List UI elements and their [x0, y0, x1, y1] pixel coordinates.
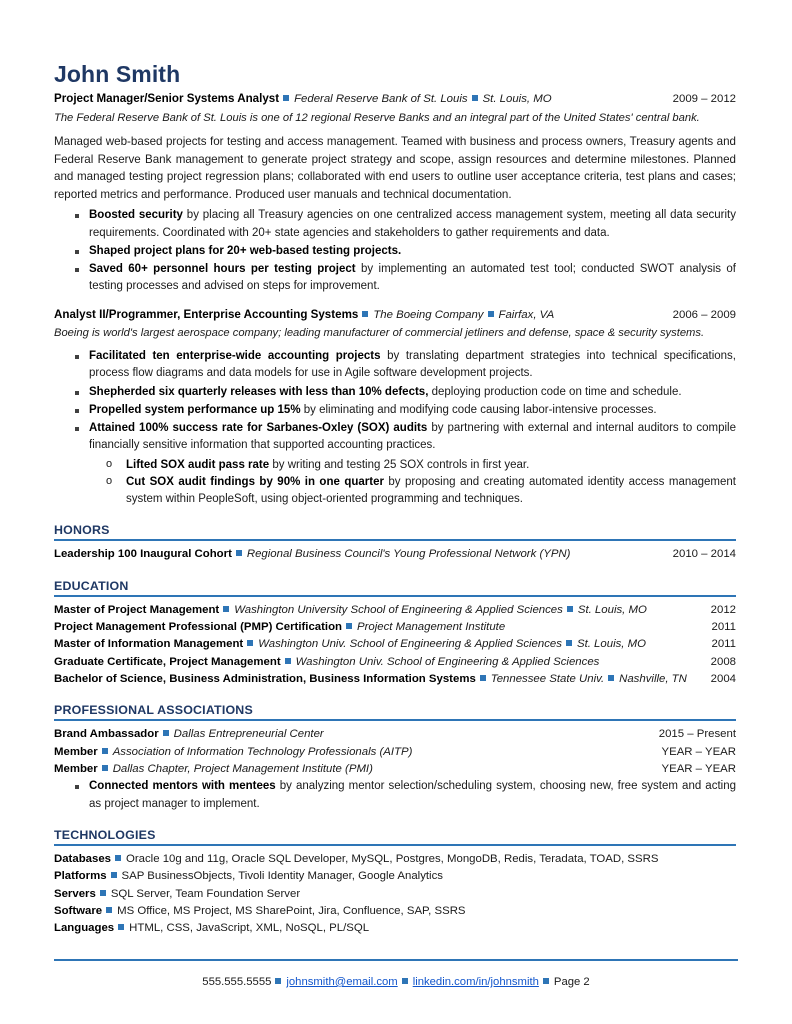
- sub-achievement-list: [54, 457, 736, 509]
- square-separator-icon: [106, 907, 112, 913]
- bullet-bold-lead: Facilitated ten enterprise-wide accounting projects: [89, 350, 381, 363]
- education-entry: [54, 602, 736, 619]
- technology-entry: [54, 920, 736, 937]
- list-item: [54, 384, 736, 401]
- association-entry: [54, 761, 736, 778]
- education-section: [54, 579, 736, 689]
- technology-label: Databases: [54, 852, 111, 865]
- school-location: St. Louis, MO: [576, 638, 646, 651]
- square-separator-icon: [111, 872, 117, 878]
- school-name: Washington University School of Engineering & Applied Sciences: [234, 603, 563, 616]
- association-dates: YEAR – YEAR: [661, 745, 736, 758]
- bullet-bold-lead: Shaped project plans for 20+ web-based testing projects.: [89, 244, 402, 257]
- technology-value: SAP BusinessObjects, Tivoli Identity Manager, Google Analytics: [121, 870, 443, 883]
- degree-name: Master of Information Management: [54, 638, 244, 651]
- square-separator-icon: [566, 640, 572, 646]
- technology-entry: [54, 886, 736, 903]
- square-separator-icon: [480, 675, 486, 681]
- job-title: Analyst II/Programmer, Enterprise Accounting Systems: [54, 307, 359, 321]
- school-location: St. Louis, MO: [577, 603, 647, 616]
- bullet-text: deploying production code on time and schedule.: [428, 385, 682, 398]
- school-name: Tennessee State Univ.: [490, 673, 605, 686]
- square-separator-icon: [118, 924, 124, 930]
- square-separator-icon: [223, 606, 229, 612]
- page-title: John Smith: [54, 61, 181, 87]
- bullet-bold-lead: Propelled system performance up 15%: [89, 403, 301, 416]
- square-separator-icon: [100, 890, 106, 896]
- list-item: [54, 474, 736, 509]
- association-org: Dallas Entrepreneurial Center: [173, 728, 324, 741]
- degree-name: Bachelor of Science, Business Administration, Business Information Systems: [54, 673, 476, 686]
- technology-value: HTML, CSS, JavaScript, XML, NoSQL, PL/SQL: [129, 922, 370, 935]
- honor-name: Leadership 100 Inaugural Cohort: [54, 548, 232, 561]
- bullet-text: by partnering with external and internal auditors to compile financially sensitive information that supported accounting practices.: [89, 422, 736, 452]
- square-separator-icon: [115, 855, 121, 861]
- bullet-text: by translating department strategies into technical specifications, process flow diagrams and data models for use in Agile software development projects.: [89, 350, 736, 380]
- education-entry: [54, 671, 736, 688]
- education-entry: [54, 654, 736, 671]
- degree-year: 2008: [710, 655, 736, 668]
- company-blurb: Boeing is world's largest aerospace company; leading manufacturer of commercial jetliners and defense, space & security systems.: [54, 327, 705, 340]
- section-divider: [54, 719, 736, 721]
- degree-year: 2012: [710, 603, 736, 616]
- square-separator-icon: [275, 978, 281, 984]
- association-dates: 2015 – Present: [658, 728, 736, 741]
- job-location: St. Louis, MO: [482, 93, 552, 106]
- footer-page-number: Page 2: [553, 976, 590, 988]
- technology-entry: [54, 903, 736, 920]
- degree-year: 2011: [711, 638, 736, 651]
- footer-divider: [54, 959, 738, 961]
- section-divider: [54, 595, 736, 597]
- education-entry: [54, 619, 736, 636]
- section-divider: [54, 844, 736, 846]
- list-item: [54, 261, 736, 296]
- technology-label: Software: [54, 904, 103, 917]
- square-separator-icon: [567, 606, 573, 612]
- square-separator-icon: [102, 765, 108, 771]
- bullet-text: by implementing an automated test tool; conducted SWOT analysis of testing processes and advised on steps for improvement.: [89, 263, 736, 293]
- job-location: Fairfax, VA: [498, 308, 555, 321]
- footer-email-link[interactable]: johnsmith@email.com: [286, 976, 398, 988]
- degree-year: 2011: [711, 621, 736, 634]
- bullet-bold-lead: Attained 100% success rate for Sarbanes-Oxley (SOX) audits: [89, 422, 428, 435]
- square-separator-icon: [346, 623, 352, 629]
- company-name: Federal Reserve Bank of St. Louis: [294, 93, 468, 106]
- section-divider: [54, 539, 736, 541]
- achievement-list: [54, 207, 736, 295]
- bullet-bold-lead: Shepherded six quarterly releases with less than 10% defects,: [89, 385, 429, 398]
- degree-name: Project Management Professional (PMP) Certification: [54, 621, 342, 634]
- square-separator-icon: [608, 675, 614, 681]
- square-separator-icon: [102, 748, 108, 754]
- square-separator-icon: [362, 311, 368, 317]
- section-heading: TECHNOLOGIES: [54, 827, 156, 842]
- bullet-text: by eliminating and modifying code causing labor-intensive processes.: [300, 403, 657, 416]
- job-title: Project Manager/Senior Systems Analyst: [54, 92, 280, 106]
- section-heading: PROFESSIONAL ASSOCIATIONS: [54, 703, 253, 718]
- square-separator-icon: [472, 95, 478, 101]
- association-org: Dallas Chapter, Project Management Institute (PMI): [112, 763, 373, 776]
- bullet-bold-lead: Connected mentors with mentees: [89, 780, 276, 793]
- page-footer: [0, 976, 792, 988]
- degree-name: Graduate Certificate, Project Management: [54, 655, 281, 668]
- association-entry: [54, 726, 736, 743]
- bullet-bold-lead: Boosted security: [89, 209, 183, 222]
- honors-entry: [54, 546, 736, 563]
- square-separator-icon: [283, 95, 289, 101]
- list-item: [54, 207, 736, 242]
- bullet-text: by placing all Treasury agencies on one centralized access management system, meeting all data security requirements. Coordinated with 20+ state agencies and stakeholders to gather requirements and data.: [89, 209, 736, 239]
- square-separator-icon: [247, 640, 253, 646]
- school-name: Washington Univ. School of Engineering & Applied Sciences: [295, 655, 600, 668]
- technology-value: SQL Server, Team Foundation Server: [110, 887, 301, 900]
- job-description: Managed web-based projects for testing and access management. Teamed with business and process owners, Treasury agents and Federal Reserve Bank management to generate project strategy and scope, assign resources and determine milestones. Planned and managed testing project regression plans; collaborated with end users to outline user acceptance criteria, test plans and cases; reported metrics and performance. Produced user manuals and technical documentation.: [54, 134, 736, 201]
- bullet-bold-lead: Saved 60+ personnel hours per testing project: [89, 263, 356, 276]
- job-dates: 2009 – 2012: [672, 93, 736, 106]
- association-role: Brand Ambassador: [54, 728, 159, 741]
- list-item: [54, 243, 736, 260]
- school-location: Nashville, TN: [619, 673, 687, 686]
- achievement-list: [54, 348, 736, 455]
- company-blurb: The Federal Reserve Bank of St. Louis is one of 12 regional Reserve Banks and an integral part of the United States' central bank.: [54, 112, 700, 125]
- association-dates: YEAR – YEAR: [661, 763, 736, 776]
- association-role: Member: [54, 745, 98, 758]
- section-heading: HONORS: [54, 523, 110, 538]
- technologies-section: [54, 828, 736, 938]
- square-separator-icon: [163, 730, 169, 736]
- degree-name: Master of Project Management: [54, 603, 220, 616]
- association-role: Member: [54, 763, 98, 776]
- technology-value: Oracle 10g and 11g, Oracle SQL Developer, MySQL, Postgres, MongoDB, Redis, Teradata, TOAD, SSRS: [126, 852, 659, 865]
- technology-entry: [54, 851, 736, 868]
- square-separator-icon: [236, 550, 242, 556]
- school-name: Washington Univ. School of Engineering & Applied Sciences: [258, 638, 562, 651]
- technology-value: MS Office, MS Project, MS SharePoint, Jira, Confluence, SAP, SSRS: [117, 904, 466, 917]
- square-separator-icon: [543, 978, 549, 984]
- bullet-bold-lead: Lifted SOX audit pass rate: [126, 458, 270, 471]
- school-name: Project Management Institute: [357, 621, 506, 634]
- list-item: [54, 420, 736, 455]
- footer-phone: 555.555.5555: [202, 976, 272, 988]
- company-name: The Boeing Company: [373, 308, 484, 321]
- association-achievement-list: [54, 778, 736, 813]
- bullet-text: by analyzing mentor selection/scheduling system, choosing new, free system and acting as project manager to implement.: [89, 780, 736, 810]
- degree-year: 2004: [710, 673, 736, 686]
- bullet-bold-lead: Cut SOX audit findings by 90% in one quarter: [126, 475, 384, 488]
- honor-org: Regional Business Council's Young Professional Network (YPN): [246, 548, 571, 561]
- list-item: [54, 457, 736, 474]
- list-item: [54, 402, 736, 419]
- experience-heading-row: [54, 307, 736, 324]
- honor-dates: 2010 – 2014: [672, 548, 736, 561]
- section-heading: EDUCATION: [54, 578, 129, 593]
- technology-label: Languages: [54, 922, 115, 935]
- job-dates: 2006 – 2009: [672, 308, 736, 321]
- list-item: [54, 778, 736, 813]
- footer-linkedin-link[interactable]: linkedin.com/in/johnsmith: [412, 976, 539, 988]
- square-separator-icon: [285, 658, 291, 664]
- technology-entry: [54, 868, 736, 885]
- association-org: Association of Information Technology Professionals (AITP): [112, 745, 413, 758]
- list-item: [54, 348, 736, 383]
- technology-label: Platforms: [54, 870, 107, 883]
- association-entry: [54, 744, 736, 761]
- education-entry: [54, 636, 736, 653]
- bullet-text: by proposing and creating automated identity access management system within PeopleSoft, using object-oriented programming and techniques.: [126, 475, 736, 506]
- technology-label: Servers: [54, 887, 96, 900]
- experience-heading-row: [54, 91, 736, 108]
- bullet-text: by writing and testing 25 SOX controls in first year.: [269, 458, 530, 471]
- honors-section: [54, 523, 736, 563]
- associations-section: [54, 703, 736, 812]
- square-separator-icon: [488, 311, 494, 317]
- square-separator-icon: [402, 978, 408, 984]
